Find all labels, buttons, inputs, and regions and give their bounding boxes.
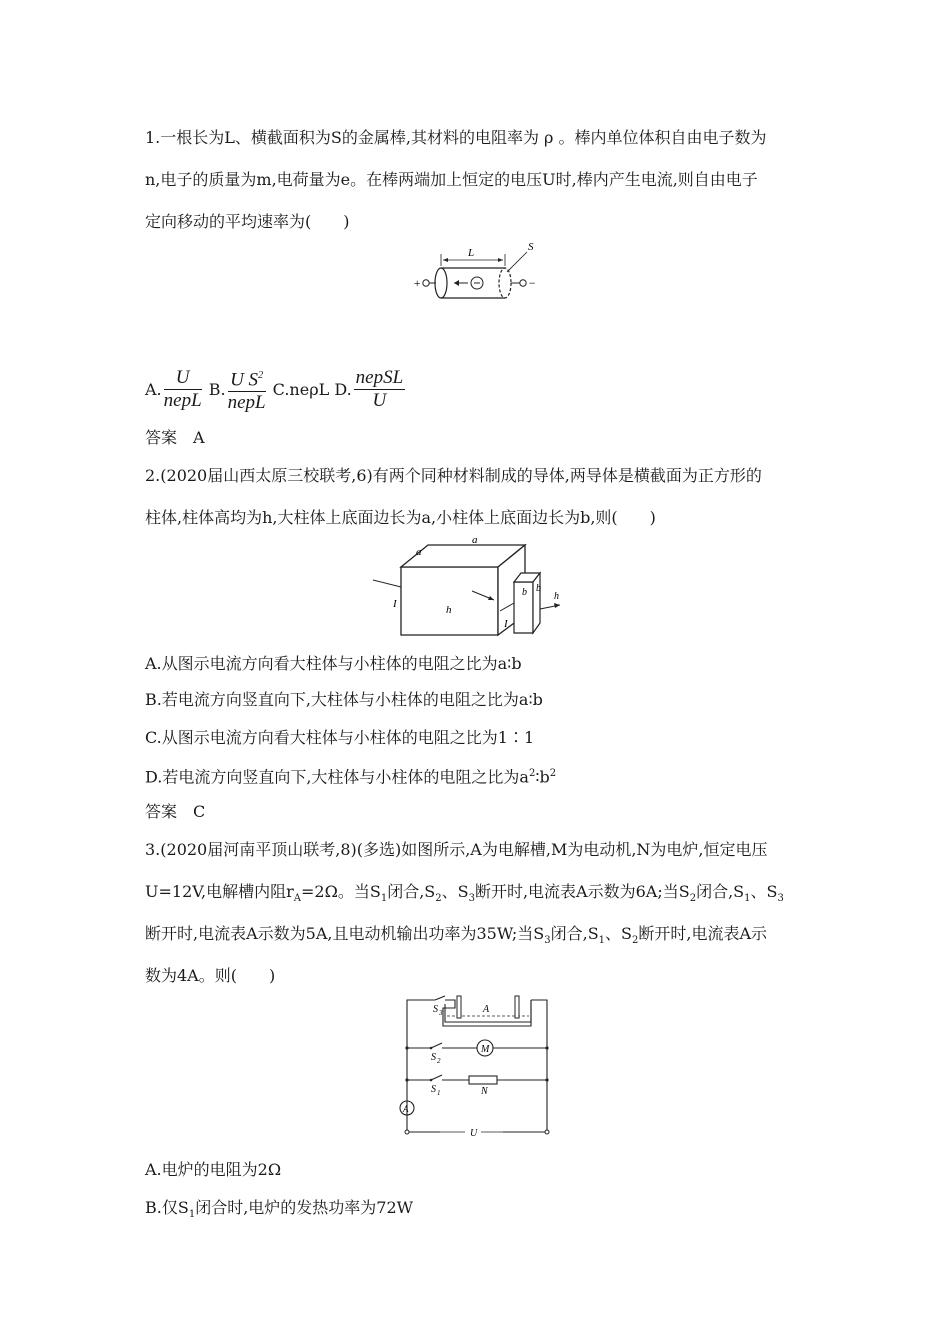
plus-terminal-label: + xyxy=(413,276,422,290)
conductor-blocks-figure xyxy=(368,535,578,640)
q1-line-3: 定向移动的平均速率为( ) xyxy=(145,212,350,231)
q1-option-a-fraction: $\frac{U}{\text{nepL}}$ xyxy=(163,367,202,412)
electrolytic-cell-label: A xyxy=(483,1004,490,1015)
minus-terminal-label: − xyxy=(528,276,537,290)
q3-line-1: 3.(2020届河南平顶山联考,8)(多选)如图所示,A为电解槽,M为电动机,N为电炉,恒定电压 xyxy=(145,840,768,859)
q1-option-d-label: D. xyxy=(334,380,352,400)
q1-options xyxy=(145,365,407,414)
q1-option-a-label: A. xyxy=(145,380,162,400)
edge-a-label-1: a xyxy=(416,546,422,558)
q3-option-a: A.电炉的电阻为2Ω xyxy=(145,1160,282,1179)
length-label: L xyxy=(468,247,475,259)
q2-option-c: C.从图示电流方向看大柱体与小柱体的电阻之比为1∶1 xyxy=(145,728,535,747)
q1-option-d-fraction: $\frac{\text{nepSL}}{U}$ xyxy=(355,367,404,412)
height-h-label-2: h xyxy=(554,591,559,602)
q2-answer: 答案 C xyxy=(145,802,206,821)
q2-line-2: 柱体,柱体高均为h,大柱体上底面边长为a,小柱体上底面边长为b,则( ) xyxy=(145,508,656,527)
q3-line-4: 数为4A。则( ) xyxy=(145,966,276,985)
motor-label: M xyxy=(481,1044,490,1055)
q1-option-b-label: B. xyxy=(208,380,226,400)
q1-option-c: C.neρL xyxy=(272,380,330,400)
edge-b-label-1: b xyxy=(522,587,527,598)
q2-option-b: B.若电流方向竖直向下,大柱体与小柱体的电阻之比为a∶b xyxy=(145,690,543,709)
q2-option-d: D.若电流方向竖直向下,大柱体与小柱体的电阻之比为$a^2∶b^2$ xyxy=(145,767,557,787)
circuit-figure xyxy=(395,990,555,1140)
edge-a-label-2: a xyxy=(472,535,478,546)
q2-option-a: A.从图示电流方向看大柱体与小柱体的电阻之比为a∶b xyxy=(145,654,522,673)
switch-s1-label: S xyxy=(431,1084,436,1095)
ammeter-label: A xyxy=(403,1104,409,1114)
current-i-label-2: I xyxy=(504,618,508,630)
area-label: S xyxy=(528,241,534,253)
q3-line-3: 断开时,电流表A示数为5A,且电动机输出功率为35W;当$S_3$闭合$,S_1$、$S_2$断开时,电流表A示 xyxy=(145,924,768,947)
svg-text:3: 3 xyxy=(439,1009,443,1017)
height-h-label-1: h xyxy=(446,604,452,616)
q3-option-b: B.仅$S_1$闭合时,电炉的发热功率为72W xyxy=(145,1198,414,1221)
svg-text:2: 2 xyxy=(437,1057,441,1065)
q1-option-b-fraction: $\frac{U S^2}{\text{nepL}}$ xyxy=(228,365,266,414)
current-i-label-1: I xyxy=(393,598,397,610)
q1-answer: 答案 A xyxy=(145,428,205,447)
q3-line-2: U=12V,电解槽内阻$r_A=2\Omega$。当$S_1$闭合$,S_2$、$S_3$断开时,电流表A示数为6A;当$S_2$闭合$,S_1$、$S_3$ xyxy=(145,882,784,905)
q1-line-2: n,电子的质量为m,电荷量为e。在棒两端加上恒定的电压U时,棒内产生电流,则自由电子 xyxy=(145,170,758,189)
switch-s3-label: S xyxy=(433,1004,438,1015)
metal-rod-figure xyxy=(410,240,540,310)
edge-b-label-2: b xyxy=(536,583,541,594)
heater-label: N xyxy=(481,1086,488,1097)
switch-s2-label: S xyxy=(431,1052,436,1063)
q2-line-1: 2.(2020届山西太原三校联考,6)有两个同种材料制成的导体,两导体是横截面为正方形的 xyxy=(145,466,762,485)
q1-line-1: 1.一根长为L、横截面积为S的金属棒,其材料的电阻率为 ρ 。棒内单位体积自由电子数为 xyxy=(145,128,767,147)
svg-text:1: 1 xyxy=(437,1089,441,1097)
voltage-label: U xyxy=(470,1128,478,1139)
